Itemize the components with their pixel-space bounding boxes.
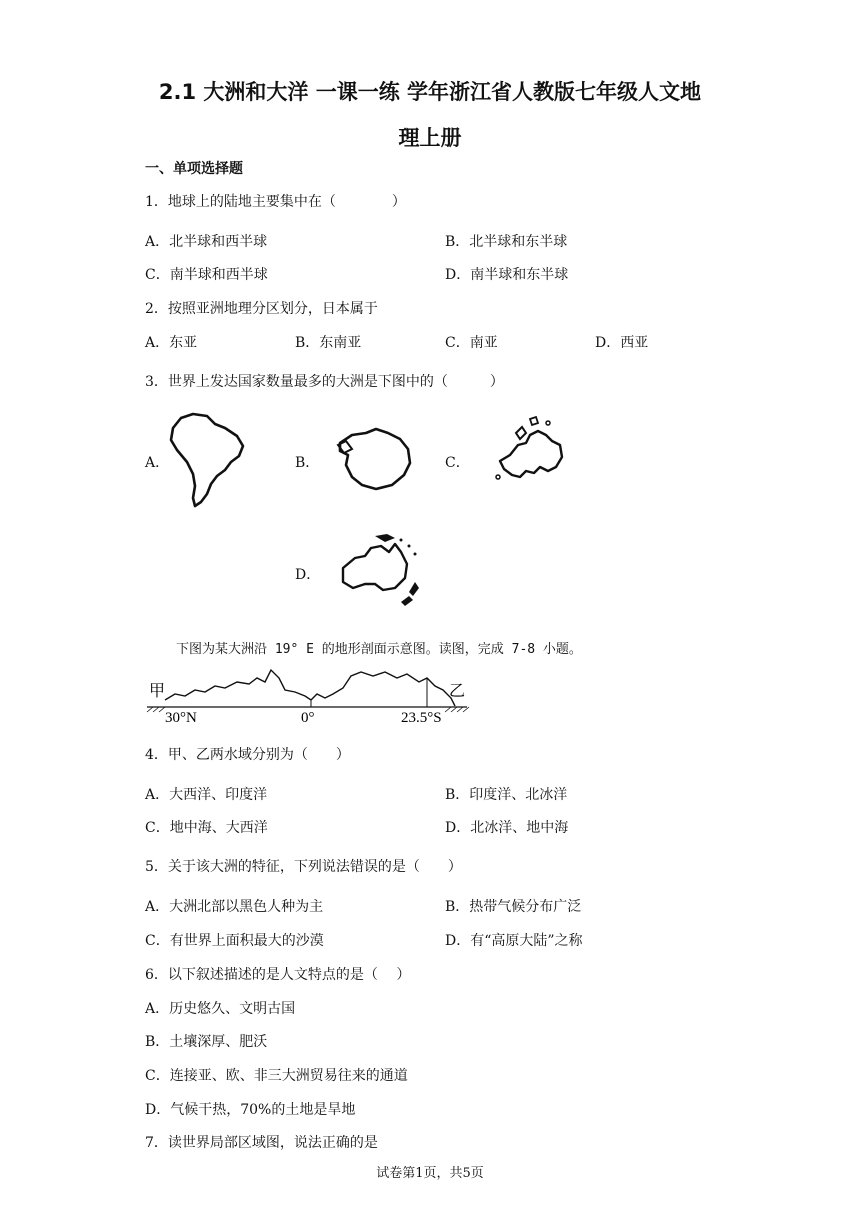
profile-right-label: 乙 <box>449 683 466 700</box>
question-4-option-a: A．大西洋、印度洋 <box>145 787 268 803</box>
profile-tick-30n: 30°N <box>165 710 197 724</box>
question-2-stem: 2．按照亚洲地理分区划分，日本属于 <box>145 301 378 317</box>
question-6-option-c: C．连接亚、欧、非三大洲贸易往来的通道 <box>145 1068 408 1084</box>
profile-intro-text: 下图为某大洲沿 19° E 的地形剖面示意图。读图，完成 7-8 小题。 <box>176 642 582 657</box>
terrain-profile-diagram <box>145 664 475 724</box>
question-1-stem: 1．地球上的陆地主要集中在（ ） <box>145 194 406 210</box>
page-footer: 试卷第1页，共5页 <box>376 1166 484 1181</box>
profile-left-label: 甲 <box>149 683 166 700</box>
section-heading: 一、单项选择题 <box>145 161 243 177</box>
question-5-option-d: D．有“高原大陆”之称 <box>445 933 583 949</box>
question-6-option-d: D．气候干热，70%的土地是旱地 <box>145 1102 356 1118</box>
question-6-stem: 6．以下叙述描述的是人文特点的是（ ） <box>145 967 411 983</box>
question-5-option-a: A．大洲北部以黑色人种为主 <box>145 899 324 915</box>
question-2-option-b: B．东南亚 <box>295 335 362 351</box>
question-3-option-a-label: A． <box>145 455 170 471</box>
question-3-option-d-label: D． <box>295 567 321 583</box>
question-1-option-a: A．北半球和西半球 <box>145 234 268 250</box>
question-7-stem: 7．读世界局部区域图，说法正确的是 <box>145 1135 378 1151</box>
question-1-option-d: D．南半球和东半球 <box>445 267 569 283</box>
question-4-stem: 4．甲、乙两水域分别为（ ） <box>145 747 350 763</box>
document-title-line2: 理上册 <box>398 126 462 150</box>
question-1-option-b: B．北半球和东半球 <box>445 234 568 250</box>
oceania-map-image <box>335 530 425 610</box>
document-title-line1: 2.1 大洲和大洋 一课一练 学年浙江省人教版七年级人文地 <box>158 80 702 104</box>
question-4-option-d: D．北冰洋、地中海 <box>445 820 569 836</box>
question-5-option-c: C．有世界上面积最大的沙漠 <box>145 933 324 949</box>
question-6-option-b: B．土壤深厚、肥沃 <box>145 1034 268 1050</box>
question-3-stem: 3．世界上发达国家数量最多的大洲是下图中的（ ） <box>145 374 504 390</box>
antarctica-map-image <box>330 425 415 495</box>
profile-tick-equator: 0° <box>301 710 315 724</box>
question-3-option-b-label: B． <box>295 455 320 471</box>
question-4-option-b: B．印度洋、北冰洋 <box>445 787 568 803</box>
question-5-option-b: B．热带气候分布广泛 <box>445 899 582 915</box>
question-5-stem: 5．关于该大洲的特征，下列说法错误的是（ ） <box>145 859 462 875</box>
question-2-option-c: C．南亚 <box>445 335 498 351</box>
question-4-option-c: C．地中海、大西洋 <box>145 820 268 836</box>
question-1-option-c: C．南半球和西半球 <box>145 267 268 283</box>
question-2-option-a: A．东亚 <box>145 335 198 351</box>
profile-tick-23-5s: 23.5°S <box>401 710 442 724</box>
south-america-map-image <box>163 410 253 510</box>
question-6-option-a: A．历史悠久、文明古国 <box>145 1001 296 1017</box>
question-3-option-c-label: C． <box>445 455 470 471</box>
question-2-option-d: D．西亚 <box>595 335 649 351</box>
europe-map-image <box>490 415 570 490</box>
